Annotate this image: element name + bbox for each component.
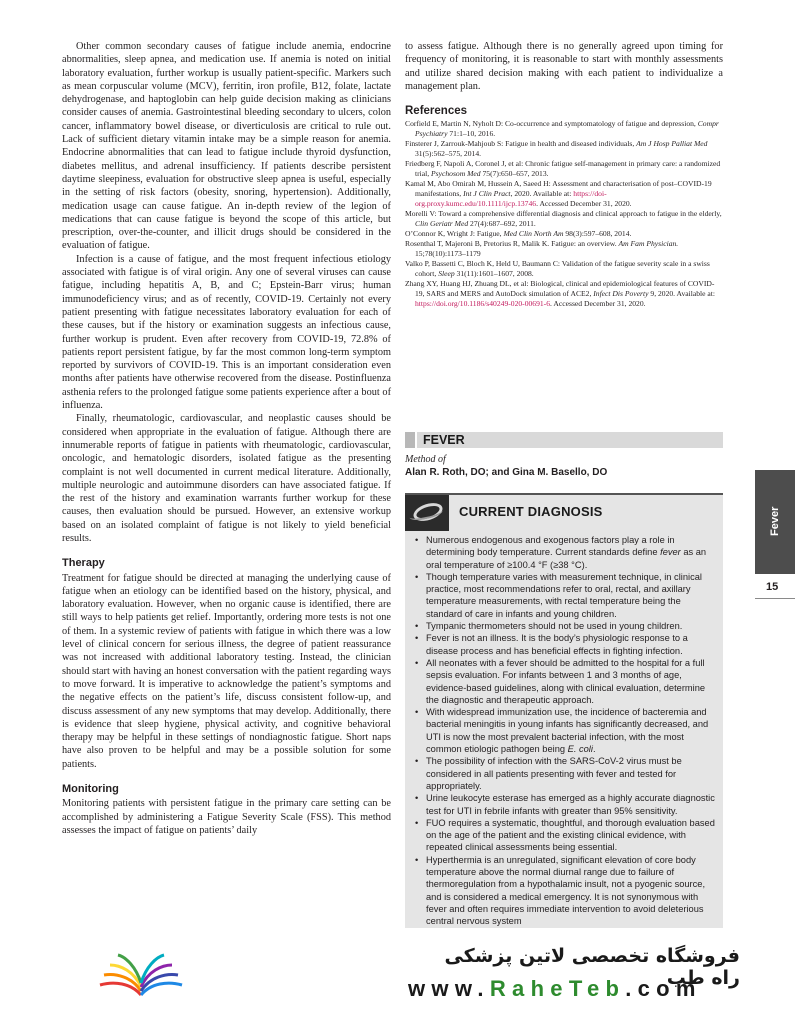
store-url — [408, 976, 748, 1002]
watermark-footer — [0, 935, 795, 1010]
body-paragraph: Finally, rheumatologic, cardiovascular, and neoplastic causes should be considered when appropriate in the evaluation of fatigue. Although there are innumerable reports of fatigue in patients with rheumatologic, cardiovascular, oncologic, and hematologic disorders, isolated fatigue as the presenting complaint is not well documented in current medical literature. Additionally, multiple neurologic and autoimmune disorders can have associated fatigue. If the rest of the history and examination warrants further workup for these causes, then evaluation should be pursued. However, an extensive workup based on an isolated complaint of fatigue is not likely to yield beneficial results. — [62, 413, 391, 544]
authors: Alan R. Roth, DO; and Gina M. Basello, DO — [405, 467, 608, 478]
diagnosis-item: • Urine leukocyte esterase has emerged as a highly accurate diagnostic test for UTI in febrile infants with greater than 95% sensitivity. — [415, 792, 715, 817]
reference-item: Rosenthal T, Majeroni B, Pretorius R, Malik K. Fatigue: an overview. Am Fam Physician. 15;78(10):1173–1179 — [405, 239, 679, 259]
current-diagnosis-box — [405, 531, 723, 928]
monitoring-paragraph: Monitoring patients with persistent fatigue in the primary care setting can be accomplished by administering a Fatigue Severity Scale (FSS). This method assesses the impact of fatigue on patients’ daily — [62, 798, 391, 836]
url-prefix: www. — [408, 976, 490, 1001]
reference-link[interactable]: https://doi.org/10.1186/s40249-020-00691-6 — [415, 299, 551, 309]
reference-item: Corfield E, Martin N, Nyholt D: Co-occurrence and symptomatology of fatigue and depression, Compr Psychiatry 71:1–10, 2016. — [405, 119, 719, 139]
reference-item: O’Connor K, Wright J: Fatigue, Med Clin North Am 98(3):597–608, 2014. — [405, 229, 632, 239]
url-suffix: .com — [625, 976, 702, 1001]
reference-item: Valko P, Bassetti C, Bloch K, Held U, Baumann C: Validation of the fatigue severity scale in a swiss cohort, Sleep 31(11):1601–1607, 2008. — [405, 259, 710, 279]
diagnosis-item: • FUO requires a systematic, thoughtful, and thorough evaluation based on the age of the patient and the existing clinical evidence, with repeated clinical assessments being essential. — [415, 817, 715, 854]
page-number: 15 — [766, 581, 779, 593]
body-paragraph: Infection is a cause of fatigue, and the most frequent infectious etiology associated with fatigue is of viral origin. Any one of several viruses can cause fatigue, including hepatitis A, B, and C; Epstein-Barr virus; human immunodeficiency virus; and as of recently, COVID-19. Certainly not every patient presenting with fatigue necessitates laboratory evaluation for each of these causes, but if the history or examination suggests an infectious cause, further workup is prudent. Even after recovery from COVID-19, 72.8% of patients report persistent fatigue, by far the most common long-term symptom reported by survivors of COVID-19. This is an important consideration even months after patients have otherwise recovered from the disease. Postinfluenza asthenia refers to the prolonged fatigue some patients experience after a bout of influenza. — [62, 253, 391, 412]
page-number-rule — [755, 598, 795, 599]
therapy-heading: Therapy — [62, 557, 105, 570]
body-paragraph: Other common secondary causes of fatigue include anemia, endocrine abnormalities, sleep apnea, and medication use. If anemia is noted on initial laboratory evaluation, further workup is usually patient-specific. Markers such as mean corpuscular volume (MCV), ferritin, iron profile, B12, folate, lactate dehydrogenase, and haptoglobin can help guide decision making as clinicians consider causes of anemia. Gastrointestinal bleeding secondary to ulcers, colon cancer, inflammatory bowel disease, or diverticulosis are critical to rule out. Lack of sufficient dietary vitamin intake may be a simple reason for anemia. Endocrine abnormalities that can lead to fatigue include thyroid dysfunction, diabetes mellitus, and adrenal insufficiency. If patients describe persistent daytime sleepiness, evaluation for obstructive sleep apnea is useful, especially in the setting of risk factors (obesity, snoring, hypertension). Additionally, medication usage can cause fatigue. An in-depth review of the legion of medications that can cause fatigue is beyond the scope of this article, but prescription, over-the-counter, and illicit drugs should be considered in the evaluation of fatigue. — [62, 41, 391, 252]
reference-item: Zhang XY, Huang HJ, Zhuang DL, et al: Biological, clinical and epidemiological features of COVID-19, SARS and MERS and AutoDock simulation of ACE2, Infect Dis Poverty 9, 2020. Available at: https://doi.org/10.1186/s40249-020-00691-6. Accessed December 31, 2020. — [405, 279, 716, 309]
section-title: FEVER — [417, 432, 723, 448]
diagnosis-item: • The possibility of infection with the SARS-CoV-2 virus must be considered in all patients presenting with fever and tested for appropriately. — [415, 755, 715, 792]
url-brand: RaheTeb — [489, 976, 626, 1001]
current-diagnosis-header — [405, 493, 723, 531]
reference-item: Finsterer J, Zarrouk-Mahjoub S: Fatigue in health and diseased individuals, Am J Hosp Palliat Med 31(5):562–575, 2014. — [405, 139, 708, 159]
diagnosis-item: • Though temperature varies with measurement technique, in clinical practice, most recommendations refer to oral, rectal, and axillary temperature measurements, with rectal temperature being the standard of care in infants and young children. — [415, 571, 715, 620]
monitoring-heading: Monitoring — [62, 783, 119, 796]
reference-link[interactable]: https://doi-org.proxy.kumc.edu/10.1111/ijcp.13746 — [415, 189, 607, 209]
reference-item: Friedberg F, Napoli A, Coronel J, et al: Chronic fatigue self-management in primary care: a randomized trial, Psychosom Med 75(7):650–657, 2013. — [405, 159, 721, 179]
diagnosis-item: • Fever is not an illness. It is the body’s physiologic response to a disease process and has beneficial effects in fighting infection. — [415, 632, 715, 657]
left-column — [62, 40, 391, 837]
diagnosis-item: • Numerous endogenous and exogenous factors play a role in determining body temperature. Current standards define fever as an oral temperature of ≥100.4 °F (≥38 °C). — [415, 534, 715, 571]
diagnosis-item: • With widespread immunization use, the incidence of bacteremia and bacterial meningitis in young infants has significantly decreased, and UTI is now the most prevalent bacterial infection, with the most common etiologic pathogen being E. coli. — [415, 706, 715, 755]
reference-item: Kamal M, Abo Omirah M, Hussein A, Saeed H: Assessment and characterisation of post–COVID-19 manifestations, Int J Clin Pract, 2020. Available at: https://doi-org.proxy.kumc.edu/10.1111/ijcp.13746. Accessed December 31, 2020. — [405, 179, 712, 209]
diagnosis-item: • Tympanic thermometers should not be used in young children. — [415, 620, 715, 632]
current-diagnosis-title: CURRENT DIAGNOSIS — [459, 504, 603, 519]
section-header-marker — [405, 432, 415, 448]
right-column — [405, 40, 723, 309]
references-heading: References — [405, 105, 468, 118]
reference-item: Morelli V: Toward a comprehensive differential diagnosis and clinical approach to fatigue in the elderly, Clin Geriatr Med 27(4):687–692, 2011. — [405, 209, 722, 229]
diagnosis-item: • Hyperthermia is an unregulated, significant elevation of core body temperature above the normal diurnal range due to failure of thermoregulation from a hypothalamic insult, not a pyogenic source, and is considered a medical emergency. It is not synonymous with fever and often requires immediate intervention to avoid deleterious central nervous system — [415, 854, 715, 928]
chapter-tab-label: Fever — [769, 506, 781, 536]
references-list — [405, 119, 723, 309]
continuation-paragraph: to assess fatigue. Although there is no generally agreed upon timing for frequency of monitoring, it is reasonable to start with monthly assessments and utilize shared decision making with each patient to individualize a management plan. — [405, 41, 723, 92]
diagnosis-list — [415, 534, 715, 928]
diagnosis-swirl-icon — [405, 495, 449, 531]
diagnosis-item: • All neonates with a fever should be admitted to the hospital for a full sepsis evaluation. For infants between 1 and 3 months of age, evidence-based guidelines, along with clinical evaluation, determine the diagnostic and therapeutic approach. — [415, 657, 715, 706]
method-label: Method of — [405, 454, 446, 465]
chapter-tab — [755, 470, 795, 574]
section-header — [405, 432, 723, 448]
open-book-logo-icon — [96, 943, 186, 1003]
store-name: فروشگاه تخصصی لاتین پزشکی راه طب — [444, 945, 740, 989]
therapy-paragraph: Treatment for fatigue should be directed at managing the underlying cause of fatigue when an etiology can be identified based on the history, physical, and laboratory evaluation. However, when no organic cause is identified, there are still ways to help patients get relief. Importantly, ordering more tests is not one of them. In a systemic review of patients with fatigue in which there was a low level of clinical concern for serious illness, the degree of patient reassurance was not increased with additional laboratory testing. Instead, the clinician should start with having an honest conversation with the patient regarding ways to move forward. It is imperative to acknowledge the patient’s symptoms and the negative effects on the patient’s life, discuss consistent follow-up, and discuss assessment of any new symptoms that may develop. Additionally, there is evidence that sleep hygiene, physical activity, and cognitive behavioral therapy may be helpful in these settings of nondiagnostic fatigue. Short naps have also proven to be helpful and may be a possible solution for some patients. — [62, 572, 391, 770]
